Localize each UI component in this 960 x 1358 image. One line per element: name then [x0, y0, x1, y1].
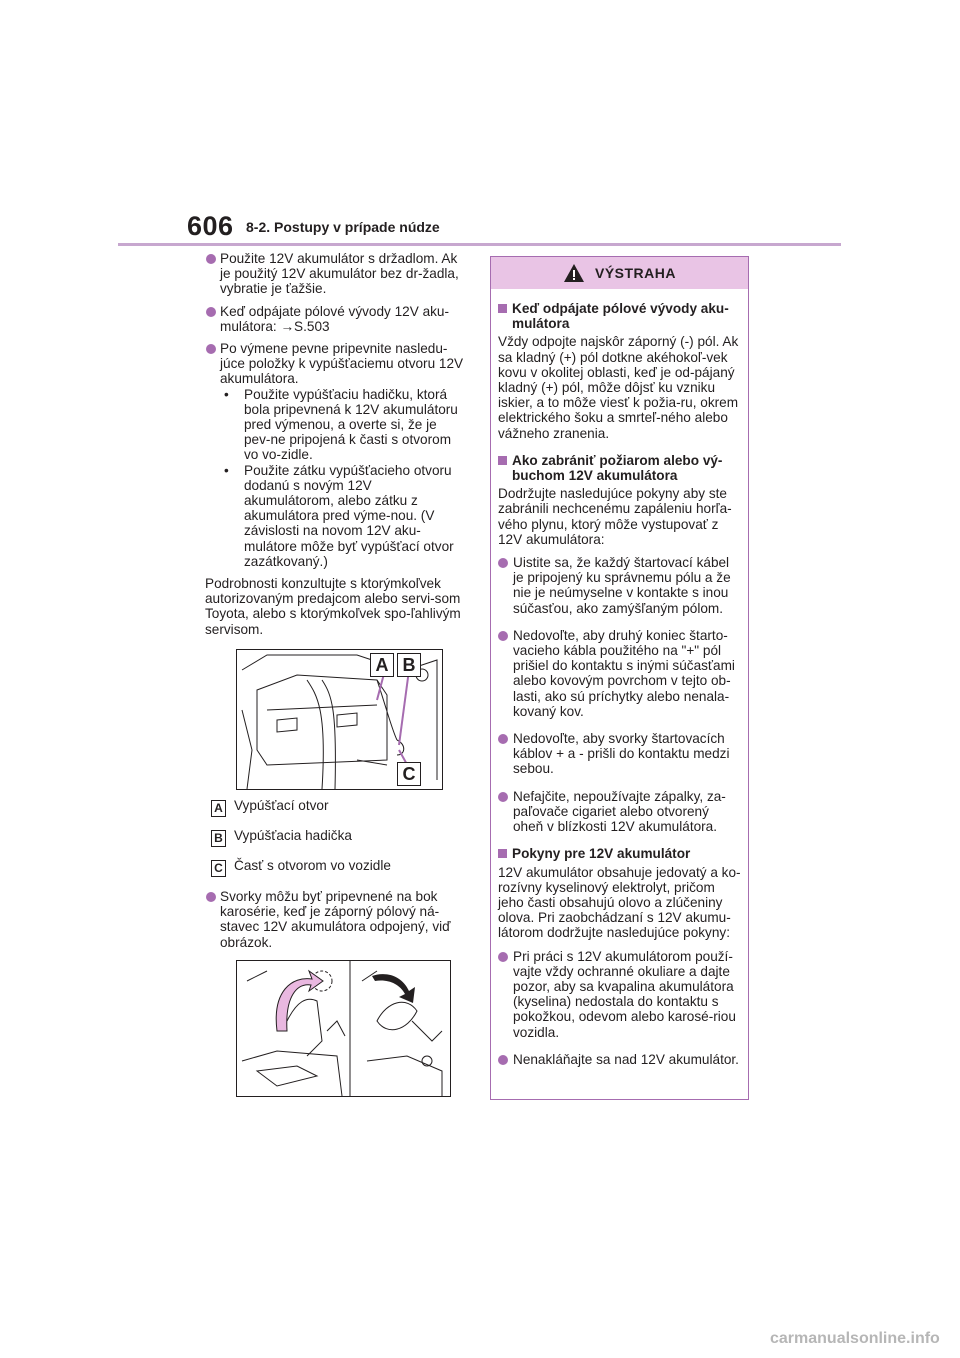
legend-item — [211, 798, 329, 817]
legend-text: Časť s otvorom vo vozidle — [234, 858, 391, 873]
bullet-item: Použite 12V akumulátor s držadlom. Ak je použitý 12V akumulátor bez dr-žadla, vybratie je ťažšie. — [205, 251, 465, 297]
legend-key: A — [211, 800, 226, 817]
sub-bullet-dot: • — [224, 386, 229, 402]
sub-item — [220, 387, 465, 463]
warning-paragraph: 12V akumulátor obsahuje jedovatý a ko-rozívny kyselinový elektrolyt, pričom jeho časti obsahujú olovo a zlúčeniny olova. Pri zaobchádzaní s 12V akumu-látorom dodržujte nasledujúce pokyny: — [498, 864, 741, 941]
footer-watermark[interactable]: carmanualsonline.info — [770, 1330, 940, 1347]
section-title: 8-2. Postupy v prípade núdze — [246, 219, 440, 235]
legend-item — [211, 828, 352, 847]
warning-body — [491, 289, 748, 1067]
warning-heading: Keď odpájate pólové vývody aku-mulátora — [498, 301, 741, 331]
sub-text: Použite zátku vypúšťacieho otvoru dodanú s novým 12V akumulátorom, alebo zátku z akumulátora pred výme-nou. (V závislosti na novom 12V aku-mulátore môže byť vypúšťací otvor zazátkovaný.) — [244, 462, 454, 569]
bullet-item: Svorky môžu byť pripevnené na bok karosérie, keď je záporný pólový ná-stavec 12V akumulátora odpojený, viď obrázok. — [205, 889, 465, 950]
page-number: 606 — [187, 211, 234, 241]
warning-paragraph: Vždy odpojte najskôr záporný (-) pól. Ak sa kladný (+) pól dotkne akéhokoľ-vek kovu v okolitej oblasti, keď je od-pájaný kladný (+) pól, môže dôjsť ku vzniku iskier, a to môže viesť k požia-ru, okrem elektrického šoku a smrteľ-ného alebo vážneho zranenia. — [498, 334, 739, 441]
legend-key: B — [211, 830, 226, 847]
legend-text: Vypúšťací otvor — [234, 798, 329, 813]
figure-label-b: B — [397, 653, 421, 677]
legend-key: C — [211, 860, 226, 877]
warning-bullet: Nenakláňajte sa nad 12V akumulátor. — [498, 1052, 741, 1067]
left-column-bottom — [205, 889, 465, 957]
warning-heading: Ako zabrániť požiarom alebo vý-buchom 12V akumulátora — [498, 453, 741, 483]
warning-box — [490, 256, 749, 1100]
sub-item — [220, 463, 465, 569]
header-rule — [118, 243, 841, 246]
figure-label-c: C — [397, 762, 421, 786]
figure-label-a: A — [370, 653, 394, 677]
warning-paragraph: Dodržujte nasledujúce pokyny aby ste zabránili nechcenému zapáleniu horľa-vého plynu, ktorý môže vystupovať z 12V akumulátora: — [498, 486, 732, 547]
bullet-item: Keď odpájate pólové vývody 12V aku-mulátora: →S.503 — [205, 304, 465, 334]
warning-heading: Pokyny pre 12V akumulátor — [498, 846, 741, 861]
paragraph: Podrobnosti konzultujte s ktorýmkoľvek autorizovaným predajcom alebo servi-som Toyota, alebo s ktorýmkoľvek spo-ľahlivým servisom. — [205, 576, 461, 637]
warning-header — [491, 257, 748, 289]
sub-bullet-dot: • — [224, 462, 229, 478]
warning-triangle-icon — [563, 263, 585, 283]
sub-text: Použite vypúšťaciu hadičku, ktorá bola pripevnená k 12V akumulátoru pred výmenou, a overte si, že je pev-ne pripojená k časti s otvorom vo vo-zidle. — [244, 386, 458, 463]
terminal-illustration — [237, 961, 450, 1096]
legend-item — [211, 858, 391, 877]
warning-title: VÝSTRAHA — [594, 265, 676, 281]
bullet-text: Po výmene pevne pripevnite nasledu-júce položky k vypúšťaciemu otvoru 12V akumulátora. — [220, 341, 464, 387]
battery-drain-figure — [236, 649, 443, 790]
left-column — [205, 251, 465, 643]
warning-bullet: Pri práci s 12V akumulátorom použí-vajte vždy ochranné okuliare a dajte pozor, aby sa kvapalina akumulátora (kyselina) nedostala do kontaktu s pokožkou, odevom alebo karosé-riou vozidla. — [498, 949, 741, 1040]
terminal-figure — [236, 960, 451, 1097]
warning-bullet: Nefajčite, nepoužívajte zápalky, za-paľovače cigariet alebo otvorený oheň v blízkosti 12V akumulátora. — [498, 789, 741, 835]
warning-bullet: Uistite sa, že každý štartovací kábel je pripojený ku správnemu pólu a že nie je neúmyselne v kontakte s inou súčasťou, ako zamýšľaným pólom. — [498, 555, 741, 616]
legend-text: Vypúšťacia hadička — [234, 828, 352, 843]
warning-bullet: Nedovoľte, aby svorky štartovacích káblov + a - prišli do kontaktu medzi sebou. — [498, 731, 741, 777]
bullet-item — [205, 341, 465, 569]
warning-bullet: Nedovoľte, aby druhý koniec štarto-vacieho kábla použitého na "+" pól prišiel do kontaktu s inými súčasťami alebo kovovým povrchom v tejto ob-lasti, ako sú príchytky alebo nenala-kovaný kov. — [498, 628, 741, 719]
